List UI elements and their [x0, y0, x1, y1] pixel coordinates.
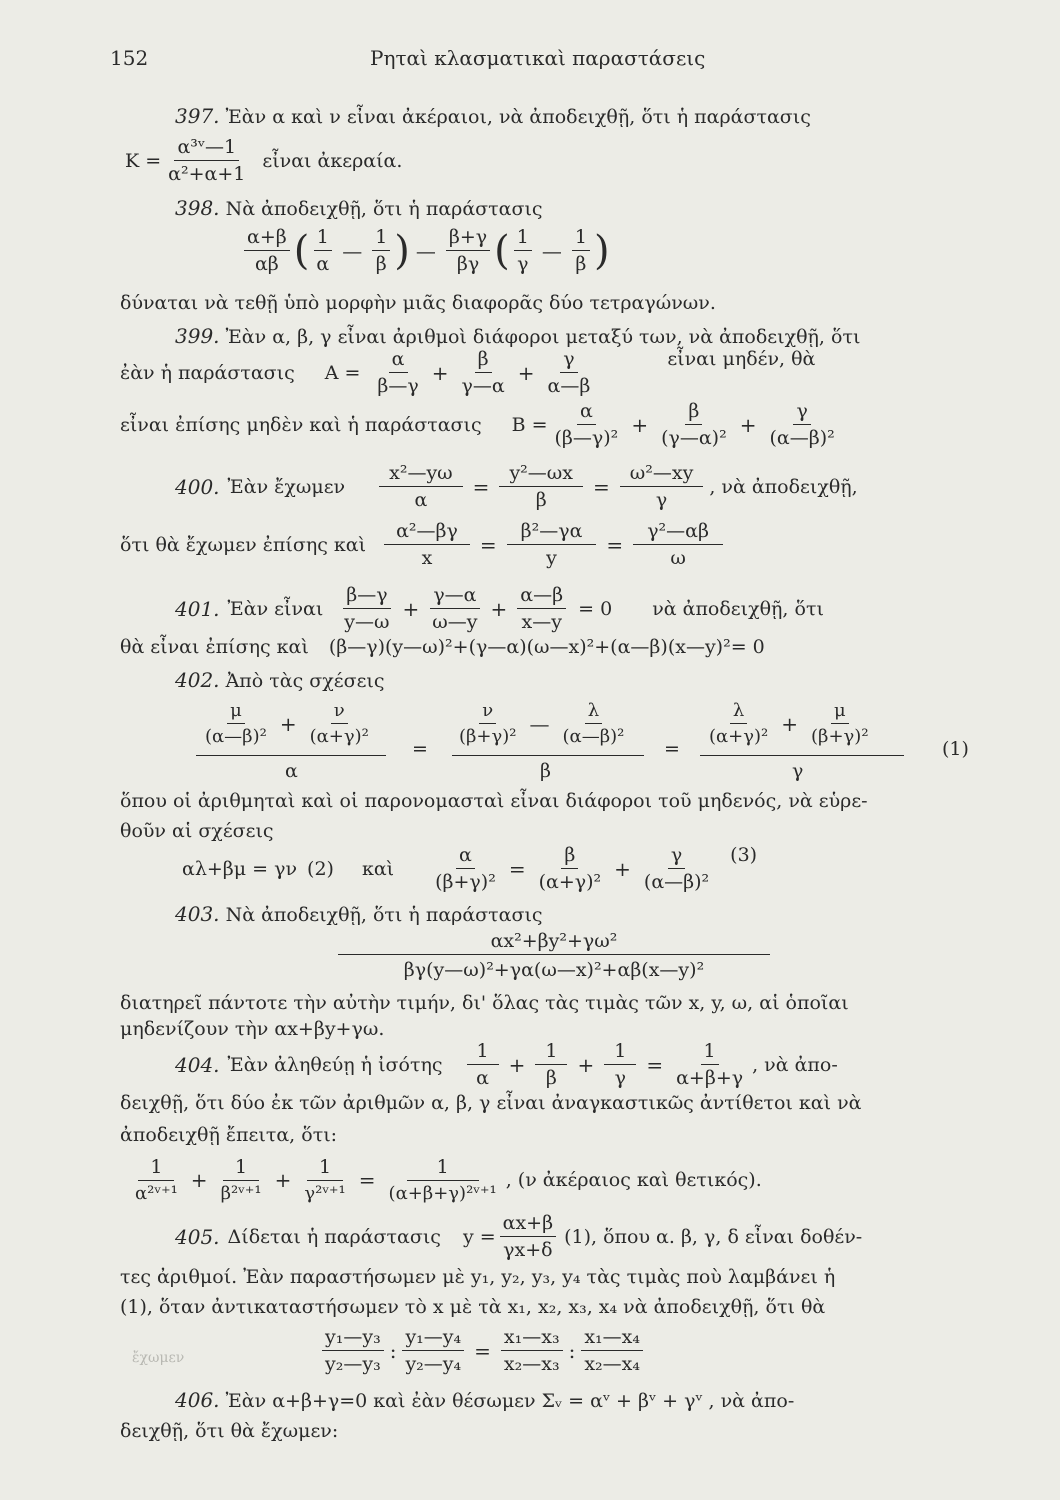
fraction: $\frac{1}{\gamma}$	[604, 1040, 636, 1089]
problem-406	[175, 1388, 794, 1412]
problem-text: Ἐὰν α καὶ ν εἶναι ἀκέραιοι, νὰ ἀποδειχθῇ, ὅτι ἡ παράστασις	[225, 106, 811, 128]
operator: =	[479, 532, 497, 557]
operator: +	[577, 1052, 595, 1077]
paren: (	[494, 227, 510, 274]
formula-tail: εἶναι μηδέν, θὰ	[667, 348, 816, 370]
compound-c-top	[702, 700, 876, 747]
compound-a-bar	[196, 755, 386, 756]
fraction: $\frac{\text{y²—ωx}}{\beta}$	[499, 462, 583, 511]
problem-number: 398.	[175, 196, 220, 220]
problem-number: 397.	[175, 104, 220, 128]
formula-eq: = 0	[578, 597, 613, 620]
operator: =	[508, 856, 526, 881]
problem-401	[175, 584, 824, 633]
operator: +	[274, 1168, 292, 1192]
problem-402	[175, 668, 385, 692]
fraction: $\frac{1}{\gamma}$	[514, 226, 532, 275]
compound-c-bar	[700, 755, 904, 756]
formula-prefix: εἶναι ἐπίσης μηδὲν καὶ ἡ παράστασις	[120, 413, 482, 436]
compound-b-den: β	[540, 760, 551, 782]
problem-text: Ἐὰν α, β, γ εἶναι ἀριθμοὶ διάφοροι μεταξύ των, νὰ ἀποδειχθῇ, ὅτι	[225, 326, 861, 348]
formula-405-b	[318, 1326, 647, 1375]
fraction: $\frac{\beta}{\text{(γ—α)²}}$	[661, 400, 727, 449]
paren: )	[394, 227, 410, 274]
formula-tail: (1), ὅπου α. β, γ, δ εἶναι δοθέν-	[564, 1225, 863, 1248]
problem-number: 399.	[175, 324, 220, 348]
problem-number: 405.	[175, 1224, 220, 1249]
operator: =	[646, 1052, 664, 1077]
fraction: $\frac{\beta+\gamma}{\beta\gamma}$	[446, 226, 490, 275]
operator: =	[593, 474, 610, 499]
operator: =	[472, 474, 490, 499]
compound-b-top	[452, 700, 631, 747]
formula-lhs: y =	[462, 1225, 496, 1248]
fraction: $\frac{\alpha+\beta}{\alpha\beta}$	[244, 226, 290, 275]
problem-398-tail: δύναται νὰ τεθῇ ὑπὸ μορφὴν μιᾶς διαφορᾶς δύο τετραγώνων.	[120, 292, 716, 314]
operator: =	[358, 1168, 376, 1192]
problem-400	[175, 462, 858, 511]
problem-402-line3: θοῦν αἱ σχέσεις	[120, 820, 274, 842]
formula-lhs: Κ =	[125, 149, 162, 172]
fraction: $\frac{1}{\text{(α+β+γ)²ᵛ⁺¹}}$	[388, 1156, 497, 1204]
fraction: $\frac{\alpha}{\beta—\gamma}$	[377, 348, 419, 397]
operator: —	[415, 238, 436, 263]
page-title: Ρηταὶ κλασματικαὶ παραστάσεις	[370, 46, 706, 70]
fraction: $\frac{\beta}{\gamma—\alpha}$	[461, 348, 505, 397]
formula-402-relations	[182, 844, 757, 893]
fraction: $\frac{\mu}{\text{(β+γ)²}}$	[811, 700, 869, 747]
fraction: $\frac{\text{α²—βγ}}{x}$	[384, 520, 470, 569]
problem-397	[175, 104, 811, 128]
compound-a-top	[198, 700, 376, 747]
fraction: $\frac{1}{\beta}$	[372, 226, 390, 275]
problem-402-line2: ὅπου οἱ ἀριθμηταὶ καὶ οἱ παρονομασταὶ εἶναι διάφοροι τοῦ μηδενός, νὰ εὑρε-	[120, 790, 868, 812]
operator: +	[490, 596, 508, 621]
problem-text: Νὰ ἀποδειχθῇ, ὅτι ἡ παράστασις	[225, 904, 543, 926]
formula-lhs: Β =	[511, 413, 548, 436]
problem-401-line2	[120, 636, 765, 658]
compound-a-den: α	[285, 760, 298, 782]
operator: +	[508, 1052, 526, 1077]
operator: :	[389, 1338, 397, 1363]
fraction: $\frac{\text{x₁—x₃}}{\text{x₂—x₃}}$	[501, 1326, 563, 1375]
problem-number: 403.	[175, 902, 220, 926]
problem-406-line2: δειχθῇ, ὅτι θὰ ἔχωμεν:	[120, 1420, 339, 1442]
compound-c-den: γ	[792, 760, 804, 782]
problem-text: Ἐὰν εἶναι	[227, 597, 324, 620]
formula-404-b	[128, 1156, 762, 1204]
problem-404-line2: δειχθῇ, ὅτι δύο ἐκ τῶν ἀριθμῶν α, β, γ εἶναι ἀναγκαστικῶς ἀντίθετοι καὶ νὰ	[120, 1092, 862, 1114]
fraction: $\frac{\alpha}{\text{(β—γ)²}}$	[554, 400, 619, 449]
fraction: $\frac{\lambda}{\text{(α—β)²}}$	[562, 700, 625, 747]
operator: =	[664, 738, 680, 760]
problem-404	[175, 1040, 838, 1089]
operator: +	[517, 360, 535, 385]
operator: +	[614, 856, 631, 881]
formula-lhs: Α =	[324, 361, 361, 384]
formula-prefix: ὅτι θὰ ἔχωμεν ἐπίσης καὶ	[120, 533, 367, 556]
problem-405-line2: τες ἀριθμοί. Ἐὰν παραστήσωμεν μὲ y₁, y₂, y₃, y₄ τὰς τιμὰς ποὺ λαμβάνει ἡ	[120, 1266, 836, 1288]
operator: +	[279, 711, 297, 736]
fraction: $\frac{1}{\alpha+\beta+\gamma}$	[676, 1040, 744, 1089]
problem-text: Ἐὰν ἔχωμεν	[227, 475, 346, 498]
formula-tail: εἶναι ἀκεραία.	[262, 149, 403, 172]
formula-prefix: ἐὰν ἡ παράστασις	[120, 361, 295, 384]
fraction: $\frac{1}{\text{γ²ᵛ⁺¹}}$	[304, 1156, 346, 1204]
problem-text: Ἐὰν α+β+γ=0 καὶ ἐὰν θέσωμεν Σᵥ = αᵛ + βᵛ + γᵛ , νὰ ἀπο-	[225, 1390, 795, 1412]
fraction: $\frac{1}{\beta}$	[572, 226, 590, 275]
fraction: $\frac{1}{\beta}$	[535, 1040, 567, 1089]
operator: +	[739, 412, 757, 437]
operator: —	[541, 238, 562, 263]
operator: +	[781, 711, 799, 736]
problem-number: 402.	[175, 668, 220, 692]
formula-399-b	[120, 400, 842, 449]
fraction: $\frac{\gamma}{\alpha—\beta}$	[547, 348, 591, 397]
operator: =	[606, 532, 624, 557]
formula-tail: , (ν ἀκέραιος καὶ θετικός).	[505, 1169, 762, 1191]
problem-405-line3: (1), ὅταν ἀντικαταστήσωμεν τὸ x μὲ τὰ x₁, x₂, x₃, x₄ νὰ ἀποδειχθῇ, ὅτι θὰ	[120, 1296, 826, 1318]
fraction: $\frac{\gamma—\alpha}{\omega—y}$	[432, 584, 478, 633]
fraction: $\frac{\beta—\gamma}{y—\omega}$	[344, 584, 390, 633]
equation-label: (2)	[307, 857, 334, 880]
problem-text: Νὰ ἀποδειχθῇ, ὅτι ἡ παράστασις	[225, 198, 543, 220]
formula-403	[338, 930, 770, 981]
compound-b-bar	[452, 755, 644, 756]
formula-399-a	[120, 348, 815, 397]
fraction: $\frac{\alpha}{\text{(β+γ)²}}$	[435, 844, 496, 893]
equation-label: (3)	[730, 844, 758, 866]
problem-405	[175, 1212, 862, 1261]
fraction: $\frac{1}{\alpha}$	[313, 226, 332, 275]
fraction: $\frac{1}{\text{β²ᵛ⁺¹}}$	[220, 1156, 262, 1204]
problem-398	[175, 196, 543, 220]
problem-number: 404.	[175, 1052, 220, 1077]
fraction: $\frac{\gamma}{\text{(α—β)²}}$	[769, 400, 835, 449]
fraction: $\frac{\alpha x+\beta}{\gamma x+\delta}$	[500, 1212, 556, 1261]
denominator: βγ(y—ω)²+γα(ω—x)²+αβ(x—y)²	[403, 959, 705, 981]
fraction: $\frac{\text{γ²—αβ}}{\omega}$	[633, 520, 723, 569]
problem-403	[175, 902, 543, 926]
operator: —	[342, 238, 363, 263]
equation-label: (1)	[942, 738, 969, 760]
operator: :	[568, 1338, 576, 1363]
problem-text: Ἐὰν ἀληθεύῃ ἡ ἰσότης	[227, 1053, 443, 1076]
page-number: 152	[110, 46, 149, 70]
problem-text: Ἀπὸ τὰς σχέσεις	[225, 670, 385, 692]
problem-403-line2: διατηρεῖ πάντοτε τὴν αὐτὴν τιμήν, δι' ὅλας τὰς τιμὰς τῶν x, y, ω, αἱ ὁποῖαι	[120, 992, 849, 1014]
problem-404-line3: ἀποδειχθῇ ἔπειτα, ὅτι:	[120, 1124, 338, 1146]
formula-398	[240, 226, 610, 275]
operator: +	[190, 1168, 208, 1192]
problem-text: Δίδεται ἡ παράστασις	[227, 1225, 441, 1248]
fraction: $\frac{\text{y₁—y₃}}{\text{y₂—y₃}}$	[322, 1326, 384, 1375]
formula-tail: , νὰ ἀπο-	[752, 1053, 838, 1076]
fraction: $\frac{\text{x₁—x₄}}{\text{x₂—x₄}}$	[581, 1326, 643, 1375]
numerator: αx²+βy²+γω²	[338, 930, 770, 955]
fraction: $\frac{\lambda}{\text{(α+γ)²}}$	[709, 700, 769, 747]
formula-tail: , νὰ ἀποδειχθῇ,	[709, 475, 858, 498]
operator: +	[631, 412, 649, 437]
margin-note: ἔχωμεν	[132, 1350, 185, 1366]
operator: =	[412, 738, 428, 760]
formula-tail: νὰ ἀποδειχθῇ, ὅτι	[652, 597, 824, 620]
text: καὶ	[361, 857, 395, 880]
fraction: $\frac{\alpha—\beta}{x—y}$	[517, 584, 566, 633]
relation: αλ+βμ = γν	[182, 857, 298, 880]
operator: —	[529, 711, 550, 736]
fraction: $\frac{1}{\alpha}$	[467, 1040, 499, 1089]
fraction: $\frac{\text{x²—yω}}{\alpha}$	[379, 462, 463, 511]
problem-403-line3: μηδενίζουν τὴν αx+βy+γω.	[120, 1018, 385, 1040]
fraction: $\frac{\text{β²—γα}}{y}$	[507, 520, 597, 569]
fraction: $\frac{1}{\text{α²ᵛ⁺¹}}$	[135, 1156, 178, 1204]
text: θὰ εἶναι ἐπίσης καὶ	[120, 636, 309, 658]
paren: )	[593, 227, 610, 274]
fraction: $\frac{\text{ω²—xy}}{\gamma}$	[620, 462, 704, 511]
problem-number: 406.	[175, 1388, 220, 1412]
formula-400-b	[120, 520, 727, 569]
fraction: $\frac{\gamma}{\text{(α—β)²}}$	[643, 844, 710, 893]
fraction: $\frac{\text{α³ᵛ—1}}{\text{α²+α+1}}$	[168, 136, 246, 185]
fraction: $\frac{\text{y₁—y₄}}{\text{y₂—y₄}}$	[402, 1326, 464, 1375]
formula-397	[125, 136, 402, 185]
operator: +	[402, 596, 420, 621]
fraction: $\frac{\mu}{\text{(α—β)²}}$	[205, 700, 267, 747]
fraction: $\frac{\nu}{\text{(α+γ)²}}$	[309, 700, 369, 747]
fraction: $\frac{\nu}{\text{(β+γ)²}}$	[459, 700, 517, 747]
operator: =	[474, 1338, 491, 1363]
problem-number: 401.	[175, 596, 220, 621]
expression: (β—γ)(y—ω)²+(γ—α)(ω—x)²+(α—β)(x—y)²= 0	[328, 636, 765, 658]
problem-number: 400.	[175, 474, 220, 499]
operator: +	[431, 360, 449, 385]
problem-399	[175, 324, 860, 348]
paren: (	[293, 227, 310, 274]
fraction: $\frac{\beta}{\text{(α+γ)²}}$	[538, 844, 602, 893]
